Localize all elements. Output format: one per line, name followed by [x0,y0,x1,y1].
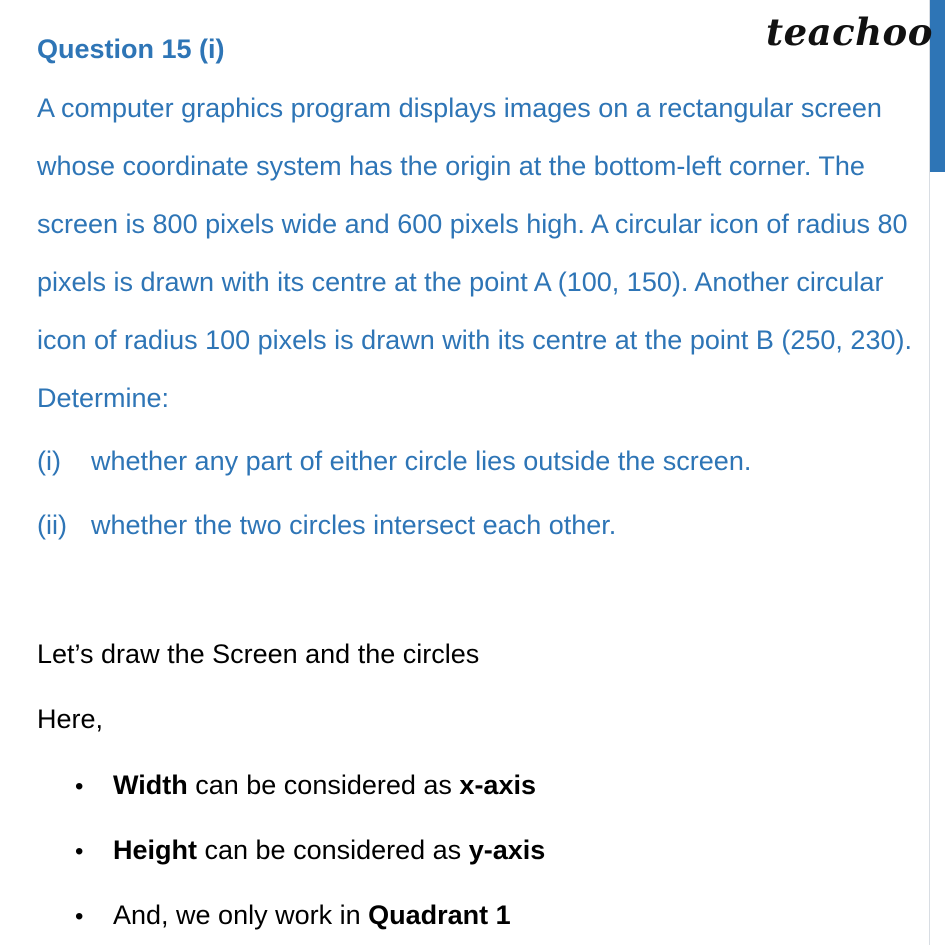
bullet-quadrant [75,899,511,932]
bullet-bold-term: Height [113,835,197,865]
part-text: whether the two circles intersect each other. [91,510,617,540]
question-part-i [37,445,751,477]
question-title: Question 15 (i) [37,34,225,64]
question-body: A computer graphics program displays images on a rectangular screen whose coordinate system has the origin at the bottom-left corner. The screen is 800 pixels wide and 600 pixels high. A circular icon of radius 80 pixels is drawn with its centre at the point A (100, 150). Another circular icon of radius 100 pixels is drawn with its centre at the point B (250, 230). Determine: [37,93,912,413]
question-part-ii [37,509,616,541]
part-text: whether any part of either circle lies outside the screen. [91,446,752,476]
bullet-bold-term: Width [113,770,188,800]
bullet-icon: • [75,903,84,930]
bullet-text: can be considered as [197,835,469,865]
bullet-text: And, we only work in [113,900,369,930]
bullet-bold-quadrant: Quadrant 1 [368,900,511,930]
bullet-bold-axis: y-axis [468,835,546,865]
bullet-text: can be considered as [187,770,460,800]
bullet-height [75,834,545,867]
answer-intro: Let’s draw the Screen and the circles [37,639,480,669]
bullet-bold-axis: x-axis [459,770,536,800]
bullet-icon: • [75,838,84,865]
teachoo-logo: teachoo [766,10,933,54]
answer-here: Here, [37,704,104,734]
bullet-width [75,769,536,802]
bullet-icon: • [75,773,84,800]
part-number: (ii) [37,510,67,540]
part-number: (i) [37,446,61,476]
